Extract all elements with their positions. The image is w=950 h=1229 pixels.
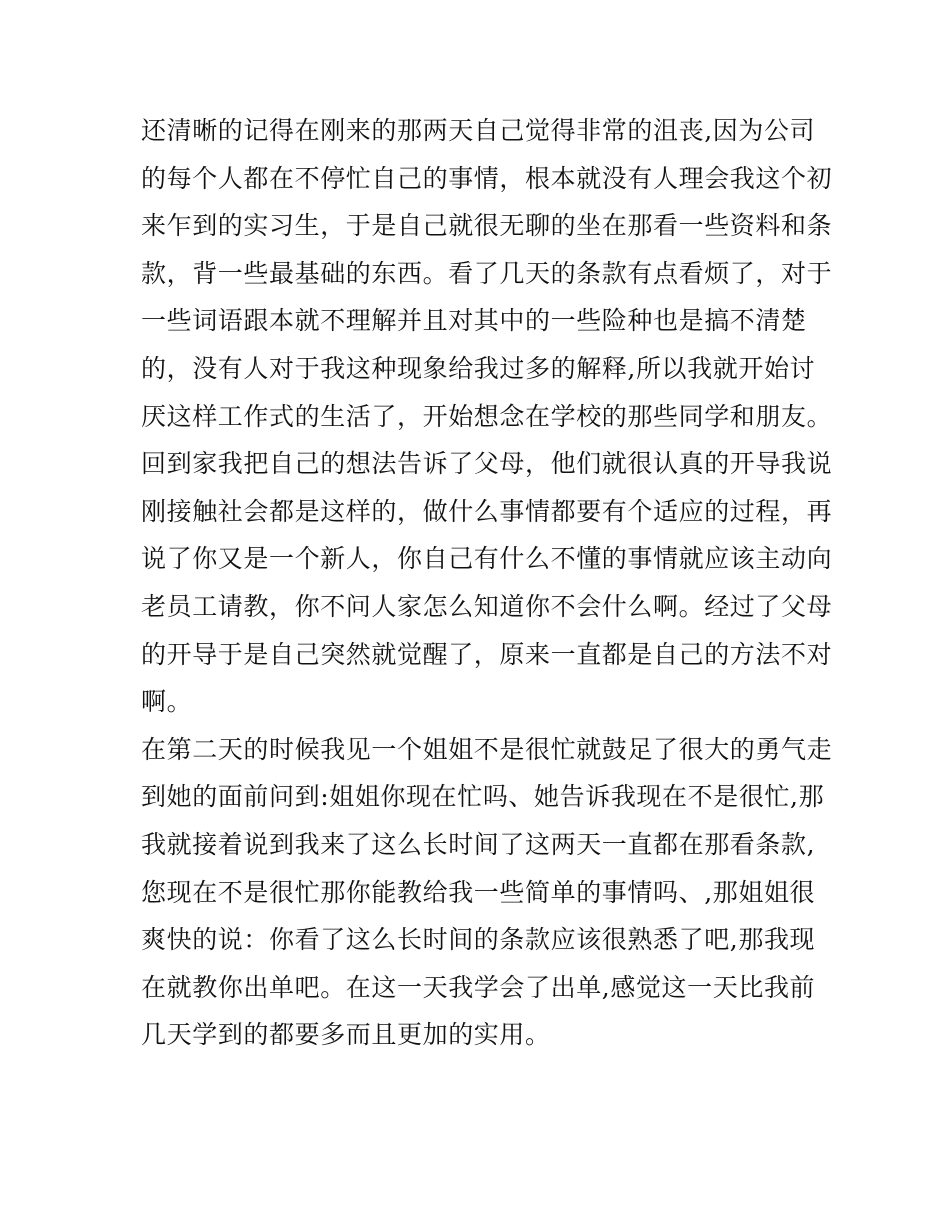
text-line: 爽快的说：你看了这么长时间的条款应该很熟悉了吧,那我现 bbox=[141, 925, 816, 955]
text-line: 还清晰的记得在刚来的那两天自己觉得非常的沮丧,因为公司 bbox=[141, 116, 816, 145]
text-line: 的开导于是自己突然就觉醒了，原来一直都是自己的方法不对 bbox=[141, 639, 833, 669]
text-line: 来乍到的实习生，于是自己就很无聊的坐在那看一些资料和条 bbox=[141, 211, 833, 241]
text-line: 一些词语跟本就不理解并且对其中的一些险种也是搞不清楚 bbox=[141, 306, 807, 336]
text-line: 说了你又是一个新人，你自己有什么不懂的事情就应该主动向 bbox=[141, 544, 833, 574]
text-line: 回到家我把自己的想法告诉了父母，他们就很认真的开导我说 bbox=[141, 449, 833, 479]
text-line: 几天学到的都要多而且更加的实用。 bbox=[141, 1020, 551, 1050]
text-line: 到她的面前问到:姐姐你现在忙吗、她告诉我现在不是很忙,那 bbox=[141, 782, 825, 812]
text-line: 刚接触社会都是这样的，做什么事情都要有个适应的过程，再 bbox=[141, 496, 833, 526]
text-line: 款，背一些最基础的东西。看了几天的条款有点看烦了，对于 bbox=[141, 258, 833, 288]
text-line: 厌这样工作式的生活了，开始想念在学校的那些同学和朋友。 bbox=[141, 401, 833, 431]
text-line: 的每个人都在不停忙自己的事情，根本就没有人理会我这个初 bbox=[141, 163, 833, 193]
text-line: 啊。 bbox=[141, 687, 193, 717]
text-line: 在第二天的时候我见一个姐姐不是很忙就鼓足了很大的勇气走 bbox=[141, 734, 833, 764]
body-text bbox=[141, 107, 831, 1059]
text-line: 的，没有人对于我这种现象给我过多的解释,所以我就开始讨 bbox=[141, 353, 816, 383]
text-line: 您现在不是很忙那你能教给我一些简单的事情吗、,那姐姐很 bbox=[141, 877, 816, 907]
text-line: 老员工请教，你不问人家怎么知道你不会什么啊。经过了父母 bbox=[141, 591, 833, 621]
text-line: 在就教你出单吧。在这一天我学会了出单,感觉这一天比我前 bbox=[141, 972, 816, 1002]
text-line: 我就接着说到我来了这么长时间了这两天一直都在那看条款, bbox=[141, 829, 816, 859]
